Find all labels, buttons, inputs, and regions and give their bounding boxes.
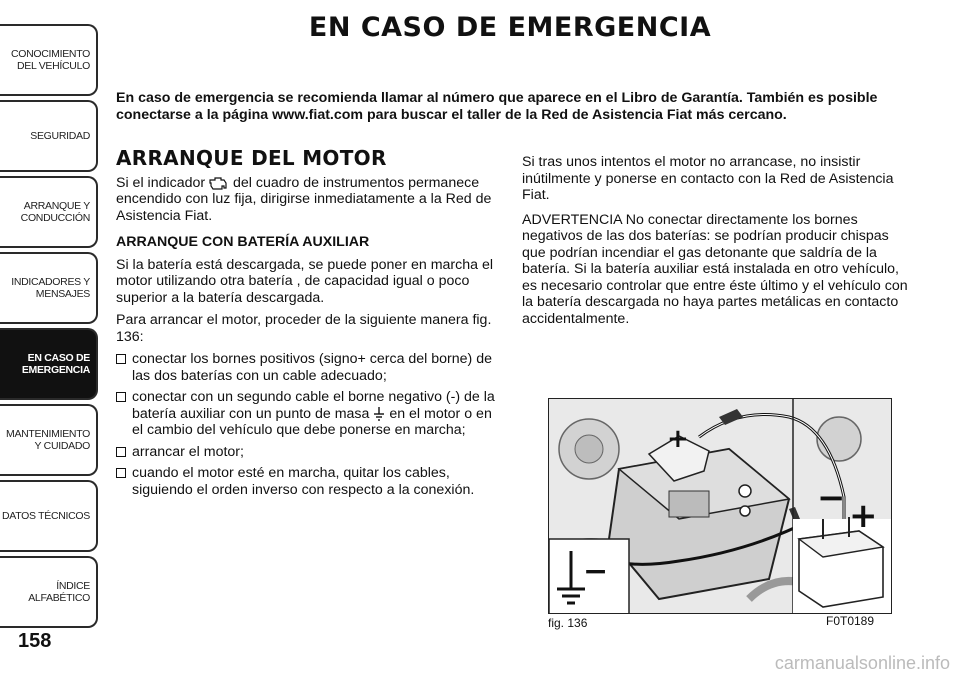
checkbox-bullet-icon [116,447,126,457]
indicator-text-before: Si el indicador [116,174,206,191]
tab-conocimiento[interactable] [0,24,98,96]
svg-text:+: + [849,496,878,536]
procedure-list [116,351,506,498]
tab-indicadores[interactable] [0,252,98,324]
list-item [116,465,506,498]
tab-seguridad[interactable] [0,100,98,172]
paragraph-procedure: Para arrancar el motor, proceder de la siguiente manera fig. 136: [116,312,492,345]
jump-start-illustration [548,398,892,614]
list-item-text: arrancar el motor; [132,443,244,460]
tab-label: SEGURIDAD [30,130,90,142]
paragraph-warning: ADVERTENCIA No conectar directamente los bornes negativos de las dos baterías: se podrían producir chispas que podrían incendiar el gas detonante que saldría de la batería. Si la batería auxiliar está instalada en otro vehículo, es necesario controlar que entre éste último y el vehículo con la batería descargada no haya partes metálicas en contacto accidentalmente. [522,211,908,327]
indicator-text-after: del cuadro de instrumentos permanece encendido con luz fija, dirigirse inmediatamente a la Red de Asistencia Fiat. [116,174,492,224]
tab-label: ARRANQUE Y CONDUCCIÓN [20,200,90,224]
left-column [116,146,506,503]
engine-warning-icon [209,175,229,191]
watermark: carmanualsonline.info [774,653,950,673]
list-item [116,444,506,461]
indicator-paragraph [116,175,506,225]
figure-code: F0T0189 [826,614,875,628]
tab-datos-tecnicos[interactable] [0,480,98,552]
right-column [522,154,912,335]
list-item [116,389,506,439]
tab-label: INDICADORES Y MENSAJES [11,276,90,300]
checkbox-bullet-icon [116,354,126,364]
section-heading: ARRANQUE DEL MOTOR [116,146,387,170]
checkbox-bullet-icon [116,392,126,402]
intro-text: En caso de emergencia se recomienda llamar al número que aparece en el Libro de Garantía. También es posible conectarse a la página www.fiat.com para buscar el taller de la Red de Asistencia Fiat más cercano. [116,90,878,123]
tab-label: DATOS TÉCNICOS [2,510,90,522]
svg-text:+: + [667,424,689,454]
page-number: 158 [18,630,52,652]
battery-diagram-icon [549,399,892,614]
tab-label: EN CASO DE EMERGENCIA [21,352,90,376]
tab-label: CONOCIMIENTO DEL VEHÍCULO [10,48,90,72]
page-title: EN CASO DE EMERGENCIA [308,12,712,43]
list-item-text: conectar los bornes positivos (signo+ cerca del borne) de las dos baterías con un cable adecuado; [132,351,493,384]
tab-mantenimiento[interactable] [0,404,98,476]
tab-label: MANTENIMIENTO Y CUIDADO [6,428,90,452]
checkbox-bullet-icon [116,468,126,478]
tab-arranque[interactable] [0,176,98,248]
paragraph-battery: Si la batería está descargada, se puede poner en marcha el motor utilizando otra batería , de capacidad igual o poco superior a la batería descargada. [116,256,494,306]
paragraph-no-insistir: Si tras unos intentos el motor no arrancase, no insistir inútilmente y ponerse en contacto con la Red de Asistencia Fiat. [522,154,894,203]
chapter-sidebar [0,0,100,678]
list-item-text: conectar con un segundo cable el borne negativo (-) de la batería auxiliar con un punto de masa [132,389,495,422]
tab-emergencia[interactable] [0,328,98,400]
tab-indice[interactable] [0,556,98,628]
list-item-text: en el motor o en el cambio del vehículo que debe ponerse en marcha; [132,405,492,438]
figure-caption: fig. 136 [548,616,588,630]
list-item-text: cuando el motor esté en marcha, quitar los cables, siguiendo el orden inverso con respecto a la conexión. [132,465,475,498]
subheading: ARRANQUE CON BATERÍA AUXILIAR [116,234,370,250]
ground-symbol-icon [373,407,385,421]
tab-label: ÍNDICE ALFABÉTICO [28,580,90,604]
svg-text:−: − [817,478,846,518]
list-item [116,351,506,384]
svg-text:−: − [583,554,609,589]
